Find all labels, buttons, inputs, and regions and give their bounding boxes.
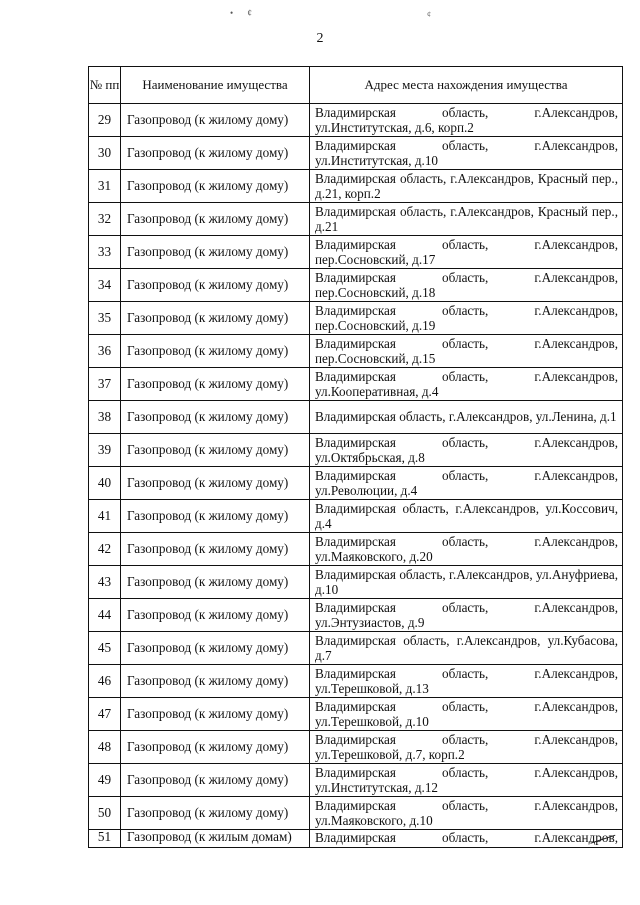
row-name: Газопровод (к жилому дому) bbox=[121, 434, 310, 467]
row-address: Владимирская область, г.Александров, ул.Ленина, д.1 bbox=[310, 401, 623, 434]
table-row bbox=[89, 632, 623, 665]
row-num: 46 bbox=[89, 665, 121, 698]
table-row bbox=[89, 137, 623, 170]
table-row bbox=[89, 566, 623, 599]
row-name: Газопровод (к жилым домам) bbox=[121, 830, 310, 848]
table-row bbox=[89, 335, 623, 368]
row-num: 41 bbox=[89, 500, 121, 533]
row-name: Газопровод (к жилому дому) bbox=[121, 104, 310, 137]
table-row bbox=[89, 698, 623, 731]
row-num: 49 bbox=[89, 764, 121, 797]
row-address: Владимирская область, г.Александров, ул.Терешковой, д.7, корп.2 bbox=[310, 731, 623, 764]
table-row bbox=[89, 170, 623, 203]
row-num: 48 bbox=[89, 731, 121, 764]
row-address: Владимирская область, г.Александров, ул.Энтузиастов, д.9 bbox=[310, 599, 623, 632]
row-name: Газопровод (к жилому дому) bbox=[121, 368, 310, 401]
row-name: Газопровод (к жилому дому) bbox=[121, 236, 310, 269]
row-num: 29 bbox=[89, 104, 121, 137]
row-num: 51 bbox=[89, 830, 121, 848]
row-address: Владимирская область, г.Александров, ул.Кубасова, д.7 bbox=[310, 632, 623, 665]
row-address: Владимирская область, г.Александров, ул.Кооперативная, д.4 bbox=[310, 368, 623, 401]
row-address: Владимирская область, г.Александров, ул.Терешковой, д.10 bbox=[310, 698, 623, 731]
table-row bbox=[89, 764, 623, 797]
table-row bbox=[89, 434, 623, 467]
row-name: Газопровод (к жилому дому) bbox=[121, 335, 310, 368]
row-num: 47 bbox=[89, 698, 121, 731]
row-address: Владимирская область, г.Александров, ул.Институтская, д.10 bbox=[310, 137, 623, 170]
row-name: Газопровод (к жилому дому) bbox=[121, 632, 310, 665]
row-address: Владимирская область, г.Александров, ул.Ануфриева, д.10 bbox=[310, 566, 623, 599]
row-address: Владимирская область, г.Александров, ул.Институтская, д.6, корп.2 bbox=[310, 104, 623, 137]
row-num: 33 bbox=[89, 236, 121, 269]
row-address: Владимирская область, г.Александров, Красный пер., д.21 bbox=[310, 203, 623, 236]
row-num: 35 bbox=[89, 302, 121, 335]
header-num: № пп bbox=[89, 67, 121, 104]
header-address: Адрес места нахождения имущества bbox=[310, 67, 623, 104]
row-name: Газопровод (к жилому дому) bbox=[121, 170, 310, 203]
row-name: Газопровод (к жилому дому) bbox=[121, 137, 310, 170]
row-name: Газопровод (к жилому дому) bbox=[121, 500, 310, 533]
row-address: Владимирская область, г.Александров, пер.Сосновский, д.19 bbox=[310, 302, 623, 335]
table-row bbox=[89, 467, 623, 500]
row-num: 42 bbox=[89, 533, 121, 566]
row-num: 50 bbox=[89, 797, 121, 830]
row-name: Газопровод (к жилому дому) bbox=[121, 698, 310, 731]
row-address: Владимирская область, г.Александров, bbox=[310, 830, 623, 848]
row-address: Владимирская область, г.Александров, Красный пер., д.21, корп.2 bbox=[310, 170, 623, 203]
row-num: 38 bbox=[89, 401, 121, 434]
scan-specks: • ¢ bbox=[230, 8, 258, 18]
table-row bbox=[89, 368, 623, 401]
row-name: Газопровод (к жилому дому) bbox=[121, 467, 310, 500]
row-num: 30 bbox=[89, 137, 121, 170]
row-name: Газопровод (к жилому дому) bbox=[121, 731, 310, 764]
row-address: Владимирская область, г.Александров, ул.Коссович, д.4 bbox=[310, 500, 623, 533]
row-num: 39 bbox=[89, 434, 121, 467]
scan-speck: ¢ bbox=[427, 10, 431, 19]
page-number: 2 bbox=[316, 31, 324, 46]
row-name: Газопровод (к жилому дому) bbox=[121, 203, 310, 236]
row-num: 32 bbox=[89, 203, 121, 236]
table-row bbox=[89, 236, 623, 269]
row-num: 44 bbox=[89, 599, 121, 632]
table-row bbox=[89, 302, 623, 335]
row-name: Газопровод (к жилому дому) bbox=[121, 797, 310, 830]
row-address: Владимирская область, г.Александров, пер.Сосновский, д.18 bbox=[310, 269, 623, 302]
row-num: 37 bbox=[89, 368, 121, 401]
row-address: Владимирская область, г.Александров, ул.Маяковского, д.20 bbox=[310, 533, 623, 566]
row-num: 36 bbox=[89, 335, 121, 368]
row-num: 43 bbox=[89, 566, 121, 599]
table-row bbox=[89, 665, 623, 698]
header-name: Наименование имущества bbox=[121, 67, 310, 104]
table-row bbox=[89, 269, 623, 302]
row-address: Владимирская область, г.Александров, ул.Маяковского, д.10 bbox=[310, 797, 623, 830]
row-address: Владимирская область, г.Александров, пер.Сосновский, д.17 bbox=[310, 236, 623, 269]
row-name: Газопровод (к жилому дому) bbox=[121, 401, 310, 434]
table-row bbox=[89, 104, 623, 137]
row-name: Газопровод (к жилому дому) bbox=[121, 269, 310, 302]
row-name: Газопровод (к жилому дому) bbox=[121, 764, 310, 797]
row-name: Газопровод (к жилому дому) bbox=[121, 302, 310, 335]
property-table bbox=[88, 66, 623, 848]
table-row bbox=[89, 830, 623, 848]
row-num: 31 bbox=[89, 170, 121, 203]
row-address: Владимирская область, г.Александров, ул.Революции, д.4 bbox=[310, 467, 623, 500]
table-row bbox=[89, 500, 623, 533]
table-header-row bbox=[89, 67, 623, 104]
table-row bbox=[89, 533, 623, 566]
table-row bbox=[89, 731, 623, 764]
row-num: 45 bbox=[89, 632, 121, 665]
row-name: Газопровод (к жилому дому) bbox=[121, 566, 310, 599]
table-row bbox=[89, 797, 623, 830]
row-num: 34 bbox=[89, 269, 121, 302]
row-name: Газопровод (к жилому дому) bbox=[121, 599, 310, 632]
table-row bbox=[89, 203, 623, 236]
row-num: 40 bbox=[89, 467, 121, 500]
table-row bbox=[89, 599, 623, 632]
row-name: Газопровод (к жилому дому) bbox=[121, 665, 310, 698]
row-address: Владимирская область, г.Александров, ул.Терешковой, д.13 bbox=[310, 665, 623, 698]
table-row bbox=[89, 401, 623, 434]
row-address: Владимирская область, г.Александров, ул.Октябрьская, д.8 bbox=[310, 434, 623, 467]
row-name: Газопровод (к жилому дому) bbox=[121, 533, 310, 566]
row-address: Владимирская область, г.Александров, ул.Институтская, д.12 bbox=[310, 764, 623, 797]
row-address: Владимирская область, г.Александров, пер.Сосновский, д.15 bbox=[310, 335, 623, 368]
